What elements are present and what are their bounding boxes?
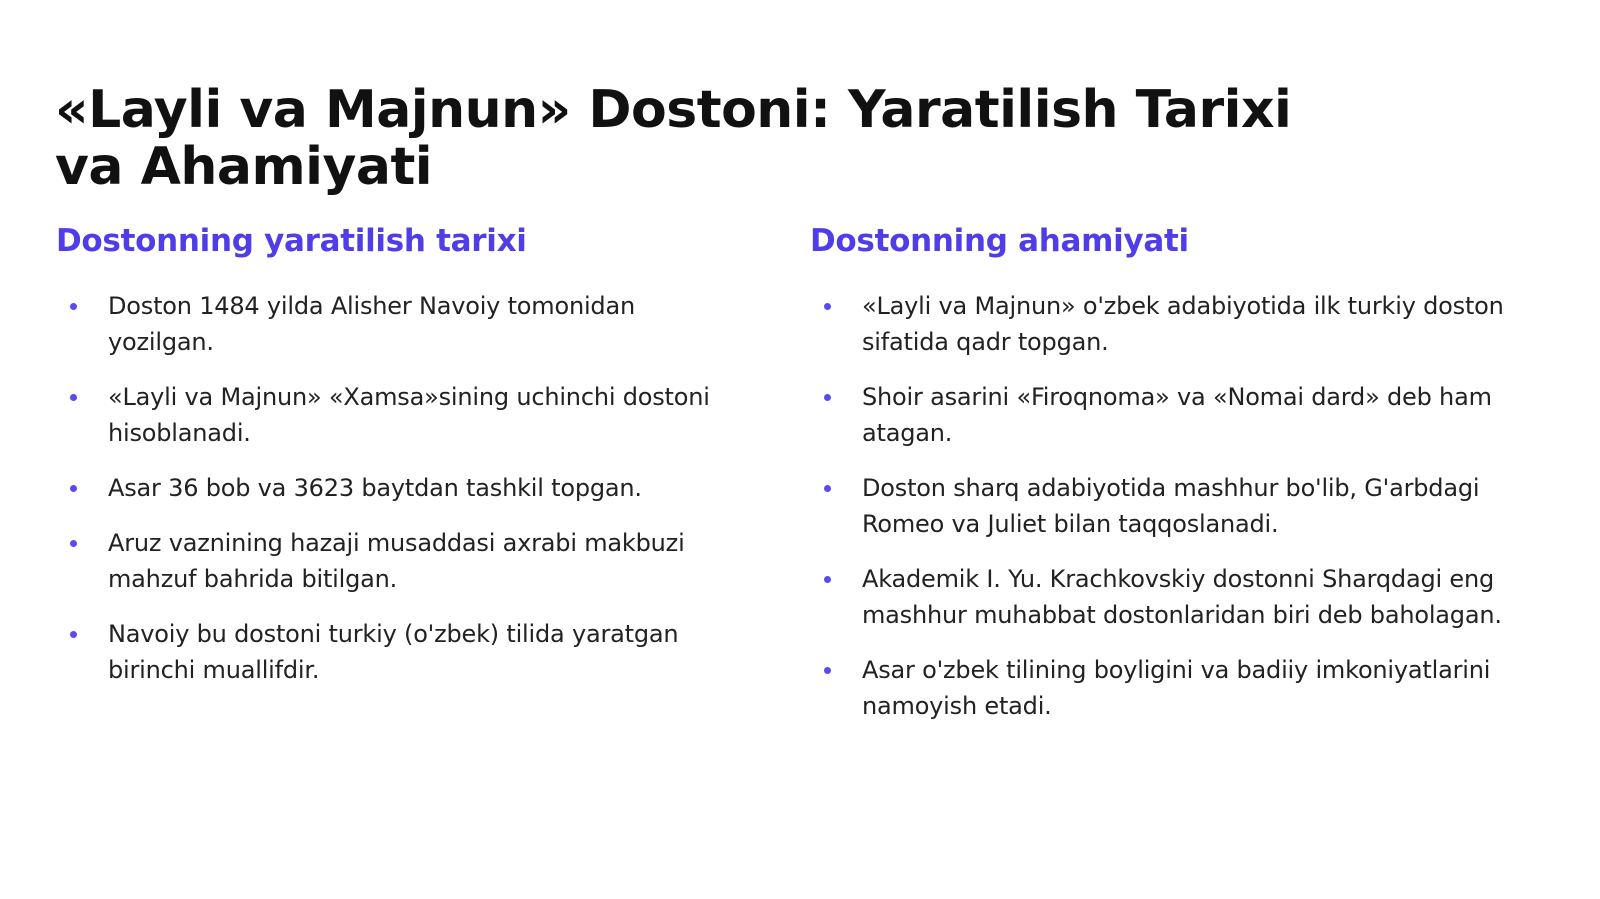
list-item <box>810 561 1550 633</box>
list-item-text: Doston sharq adabiyotida mashhur bo'lib, G'arbdagi Romeo va Juliet bilan taqqoslanadi. <box>862 474 1480 538</box>
bullet-dot-icon <box>70 485 77 492</box>
bullet-dot-icon <box>70 540 77 547</box>
bullet-dot-icon <box>70 303 77 310</box>
list-item-text: Akademik I. Yu. Krachkovskiy dostonni Sharqdagi eng mashhur muhabbat dostonlaridan biri deb baholagan. <box>862 565 1502 629</box>
list-item-text: Doston 1484 yilda Alisher Navoiy tomonidan yozilgan. <box>108 292 635 356</box>
bullet-dot-icon <box>824 485 831 492</box>
right-bullet-list <box>810 288 1550 724</box>
list-item <box>56 616 746 688</box>
bullet-dot-icon <box>824 394 831 401</box>
list-item-text: Navoiy bu dostoni turkiy (o'zbek) tilida yaratgan birinchi muallifdir. <box>108 620 679 684</box>
list-item <box>810 379 1550 451</box>
list-item-text: Asar 36 bob va 3623 baytdan tashkil topgan. <box>108 474 642 502</box>
bullet-dot-icon <box>824 303 831 310</box>
bullet-dot-icon <box>70 394 77 401</box>
list-item <box>810 288 1550 360</box>
left-column <box>56 218 746 707</box>
list-item <box>56 525 746 597</box>
list-item <box>56 288 746 360</box>
list-item-text: Aruz vaznining hazaji musaddasi axrabi makbuzi mahzuf bahrida bitilgan. <box>108 529 685 593</box>
left-bullet-list <box>56 288 746 688</box>
left-column-heading: Dostonning yaratilish tarixi <box>56 223 527 259</box>
bullet-dot-icon <box>824 667 831 674</box>
list-item <box>810 470 1550 542</box>
slide-title: «Layli va Majnun» Dostoni: Yaratilish Tarixi va Ahamiyati <box>55 80 1292 197</box>
list-item <box>810 652 1550 724</box>
right-column <box>810 218 1550 743</box>
list-item-text: «Layli va Majnun» «Xamsa»sining uchinchi dostoni hisoblanadi. <box>108 383 710 447</box>
bullet-dot-icon <box>70 631 77 638</box>
list-item-text: Asar o'zbek tilining boyligini va badiiy imkoniyatlarini namoyish etadi. <box>862 656 1491 720</box>
list-item <box>56 470 746 506</box>
list-item-text: «Layli va Majnun» o'zbek adabiyotida ilk turkiy doston sifatida qadr topgan. <box>862 292 1504 356</box>
list-item-text: Shoir asarini «Firoqnoma» va «Nomai dard» deb ham atagan. <box>862 383 1492 447</box>
list-item <box>56 379 746 451</box>
bullet-dot-icon <box>824 576 831 583</box>
right-column-heading: Dostonning ahamiyati <box>810 223 1189 259</box>
